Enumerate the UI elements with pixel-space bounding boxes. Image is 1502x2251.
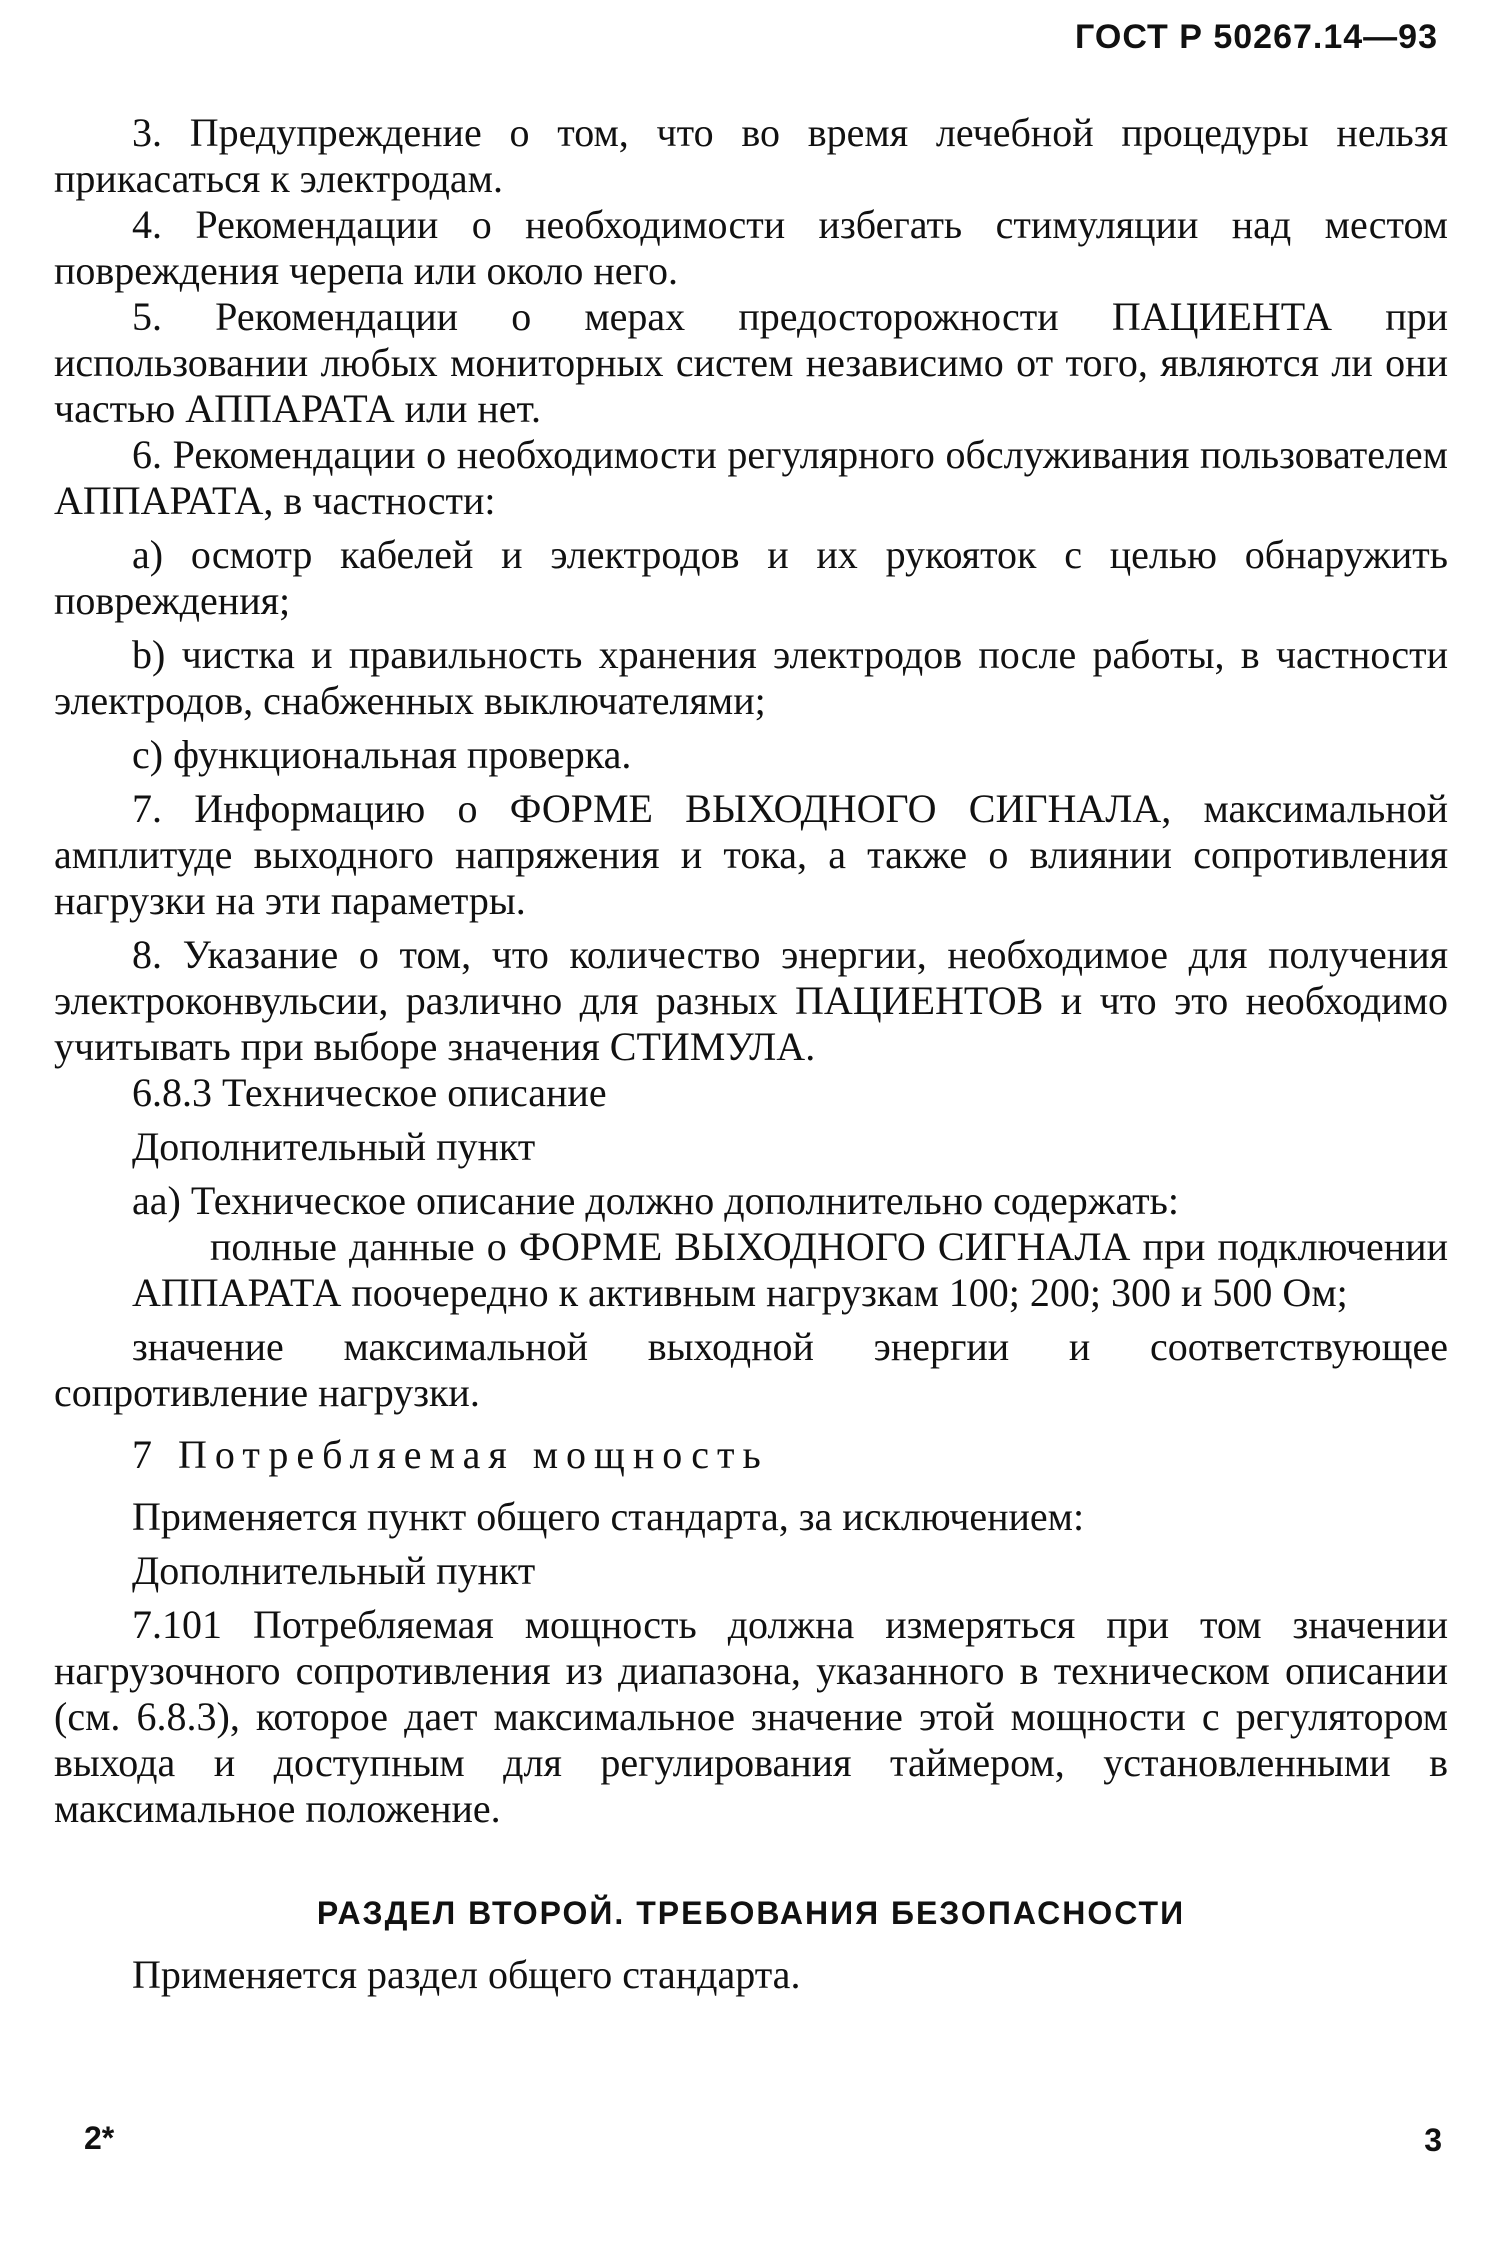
clause-6-8-3-heading: 6.8.3 Техническое описание <box>132 1070 607 1115</box>
item-3: 3. Предупреждение о том, что во время лечебной процедуры нельзя прикасаться к электродам. <box>54 110 1448 201</box>
standard-header: ГОСТ Р 50267.14—93 <box>1075 18 1438 56</box>
additional-clause-label: Дополнительный пункт <box>132 1124 536 1169</box>
subitem-c: с) функциональная проверка. <box>132 732 632 777</box>
section-7-additional: Дополнительный пункт <box>132 1548 536 1593</box>
clause-aa-energy: значение максимальной выходной энергии и соответствующее сопротивление нагрузки. <box>54 1324 1448 1415</box>
section-7-applies: Применяется пункт общего стандарта, за исключением: <box>132 1494 1085 1539</box>
item-7: 7. Информацию о ФОРМЕ ВЫХОДНОГО СИГНАЛА, максимальной амплитуде выходного напряжения и тока, а также о влиянии сопротивления нагрузки на эти параметры. <box>54 786 1448 923</box>
clause-aa-intro: аа) Техническое описание должно дополнительно содержать: <box>132 1178 1179 1223</box>
subitem-b: b) чистка и правильность хранения электродов после работы, в частности электродов, снабженных выключателями; <box>54 632 1448 723</box>
item-4: 4. Рекомендации о необходимости избегать стимуляции над местом повреждения черепа или около него. <box>54 202 1448 293</box>
item-8: 8. Указание о том, что количество энергии, необходимое для получения электроконвульсии, различно для разных ПАЦИЕНТОВ и что это необходимо учитывать при выборе значения СТИМУЛА. <box>54 932 1448 1069</box>
part-two-heading: РАЗДЕЛ ВТОРОЙ. ТРЕБОВАНИЯ БЕЗОПАСНОСТИ <box>316 1895 1186 1931</box>
section-7-heading: 7 Потребляемая мощность <box>132 1432 769 1477</box>
clause-aa-data: полные данные о ФОРМЕ ВЫХОДНОГО СИГНАЛА при подключении АППАРАТА поочередно к активным нагрузкам 100; 200; 300 и 500 Ом; <box>132 1224 1448 1315</box>
subitem-a: а) осмотр кабелей и электродов и их рукояток с целью обнаружить повреждения; <box>54 532 1448 623</box>
item-5: 5. Рекомендации о мерах предосторожности ПАЦИЕНТА при использовании любых мониторных систем независимо от того, являются ли они частью АППАРАТА или нет. <box>54 294 1448 431</box>
page-body <box>54 110 1448 1998</box>
item-6: 6. Рекомендации о необходимости регулярного обслуживания пользователем АППАРАТА, в частности: <box>54 432 1448 523</box>
page-number: 3 <box>1424 2122 1442 2158</box>
part-two-text: Применяется раздел общего стандарта. <box>132 1952 801 1997</box>
clause-7-101: 7.101 Потребляемая мощность должна измеряться при том значении нагрузочного сопротивления из диапазона, указанного в техническом описании (см. 6.8.3), которое дает максимальное значение этой мощности с регулятором выхода и доступным для регулирования таймером, установленными в максимальное положение. <box>54 1602 1448 1831</box>
signature-mark: 2* <box>84 2120 115 2156</box>
